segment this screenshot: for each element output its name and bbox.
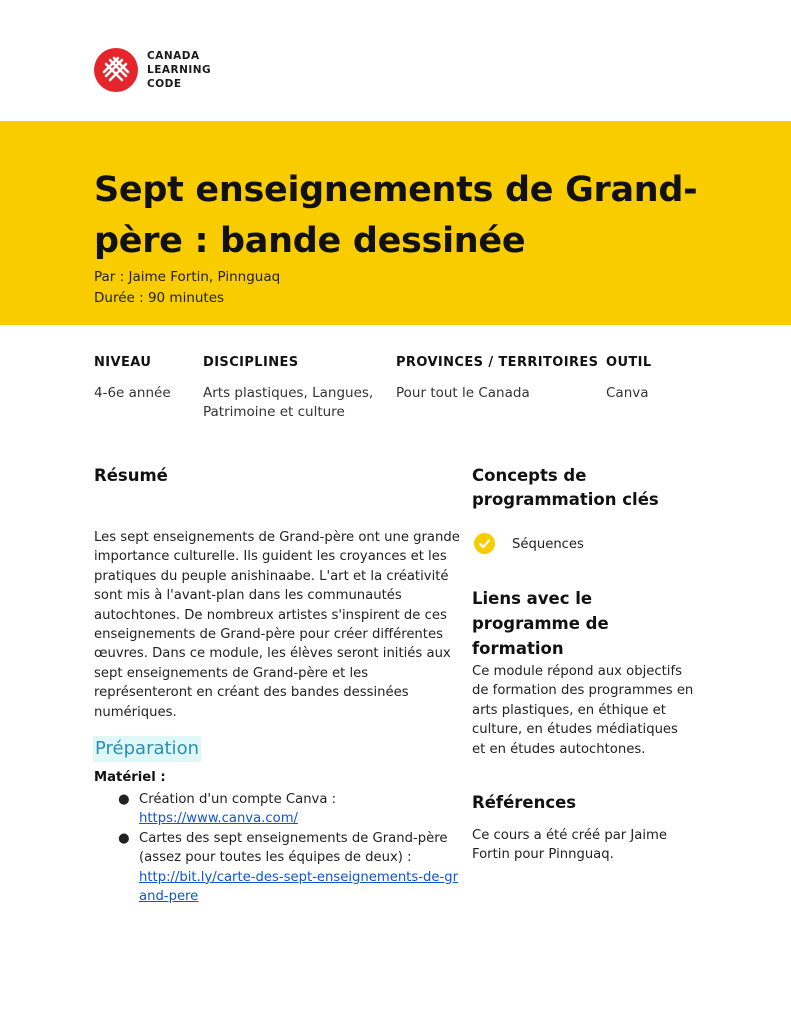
resume-heading: Résumé [94,466,168,485]
preparation-heading: Préparation [93,736,201,762]
list-item [118,829,463,907]
page-title: Sept enseignements de Grand-père : bande dessinée [94,170,698,261]
outil-label: OUTIL [606,355,652,370]
materiel-list [118,790,463,906]
references-text: Ce cours a été créé par Jaime Fortin pour Pinnguaq. [472,828,667,863]
list-item-text: Création d'un compte Canva : [139,792,337,807]
logo-line-1: CANADA [147,50,200,62]
canva-link[interactable]: https://www.canva.com/ [139,811,298,827]
check-circle-icon [474,533,495,554]
cards-link[interactable]: http://bit.ly/carte-des-sept-enseignements-de-grand-pere [139,869,459,905]
provinces-value: Pour tout le Canada [396,385,530,401]
concept-item-label: Séquences [512,537,584,552]
concepts-heading: Concepts de programmation clés [472,466,659,509]
logo [94,48,211,92]
logo-line-2: LEARNING [147,64,212,76]
list-item-text: Cartes des sept enseignements de Grand-père (assez pour toutes les équipes de deux) : [139,830,448,866]
header-meta [94,267,280,309]
logo-line-3: CODE [147,78,182,90]
resume-text: Les sept enseignements de Grand-père ont une grande importance culturelle. Ils guident les croyances et les pratiques du peuple anishinaabe. L'art et la créativité sont mis à l'avant-plan dans les communautés autochtones. De nombreux artistes s'inspirent de ces enseignements de Grand-père pour créer différentes œuvres. Dans ce module, les élèves seront initiés aux sept enseignements de Grand-père et les représenteront en créant des bandes dessinées numériques. [94,530,460,720]
disciplines-label: DISCIPLINES [203,355,299,370]
list-item [118,790,463,829]
liens-heading: Liens avec le programme de formation [472,589,609,658]
duration-line: Durée : 90 minutes [94,290,225,306]
materiel-label: Matériel : [94,770,166,785]
references-heading: Références [472,793,577,812]
author-line: Par : Jaime Fortin, Pinnguaq [94,269,281,285]
logo-text [147,49,211,91]
provinces-label: PROVINCES / TERRITOIRES [396,355,599,370]
disciplines-value: Arts plastiques, Langues, Patrimoine et culture [203,385,374,420]
bullet-icon: ● [118,792,130,807]
clc-logo-icon [94,48,138,92]
bullet-icon: ● [118,830,130,846]
niveau-value: 4-6e année [94,385,171,401]
outil-value: Canva [606,385,649,401]
liens-text: Ce module répond aux objectifs de formation des programmes en arts plastiques, en éthique et culture, en études médiatiques et en études autochtones. [472,664,694,757]
niveau-label: NIVEAU [94,355,152,370]
